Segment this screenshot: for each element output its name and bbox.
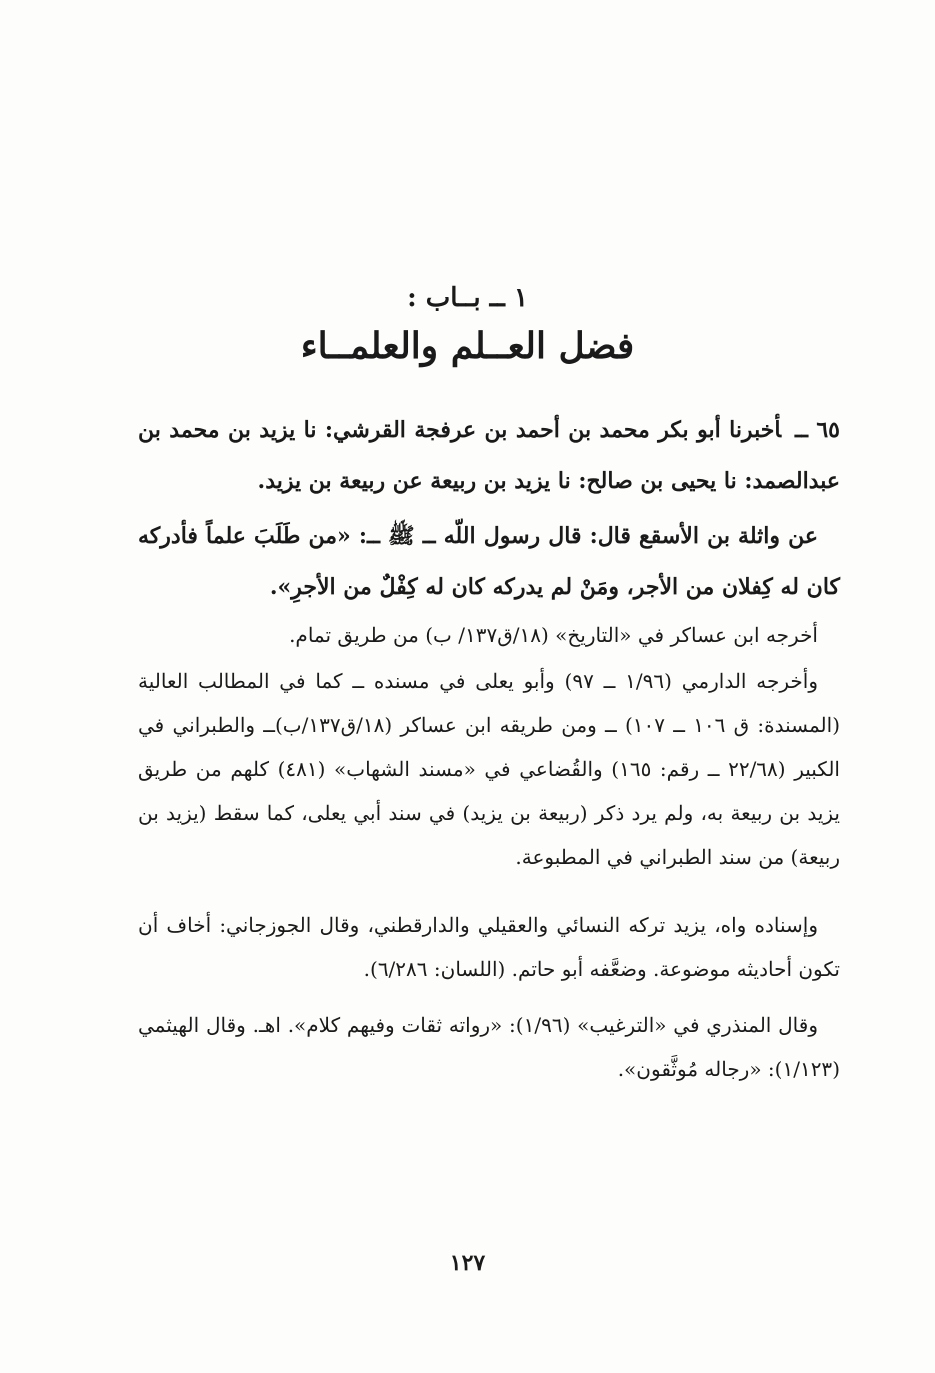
page-body (138, 405, 840, 1091)
page-number: ١٢٧ (449, 1250, 486, 1276)
takhrij-ibn-asakir (138, 613, 840, 657)
chapter-label: ١ ــ بــاب : (407, 283, 528, 313)
chapter-title: فضل العــلم والعلمــاء (300, 325, 635, 367)
isnad-grade: وإسناده واه، يزيد تركه النسائي والعقيلي والدارقطني، وقال الجوزجاني: أخاف أن تكون أحاديثه موضوعة. وضعَّفه أبو حاتم. (اللسان: ٦/٢٨٦). (138, 913, 840, 981)
hadith-isnad-paragraph (138, 405, 840, 507)
mundhiri-haythami: وقال المنذري في «الترغيب» (١/٩٦): «رواته ثقات وفيهم كلام». اهـ. وقال الهيثمي (١/١٢٣): «رجاله مُوثَّقون». (138, 1013, 840, 1081)
takhrij-darimi: وأخرجه الدارمي (١/٩٦ ــ ٩٧) وأبو يعلى في مسنده ــ كما في المطالب العالية (المسندة: ق ١٠٦ ــ ١٠٧) ــ ومن طريقه ابن عساكر (١٨/ق١٣٧/ب)ــ والطبراني في الكبير (٢٢/٦٨ ــ رقم: ١٦٥) والقُضاعي في «مسند الشهاب» (٤٨١) كلهم من طريق يزيد بن ربيعة به، ولم يرد ذكر (ربيعة بن يزيد) في سند أبي يعلى، كما سقط (يزيد بن ربيعة) من سند الطبراني في المطبوعة. (138, 669, 841, 869)
takhrij-ibn-asakir-text: أخرجه ابن عساكر في «التاريخ» (١٨/ق١٣٧/ ب) من طريق تمام. (289, 623, 818, 647)
hadith-matn: عن واثلة بن الأسقع قال: قال رسول اللّه ــ ﷺ ــ: «من طَلَبَ علماً فأدركه كان له كِفلان من الأجر، ومَنْ لم يدركه كان له كِفْلٌ من الأجرِ». (138, 523, 840, 600)
hadith-number: ٦٥ ــ (795, 417, 840, 443)
hadith-isnad: أخبرنا أبو بكر محمد بن أحمد بن عرفجة القرشي: نا يزيد بن محمد بن عبدالصمد: نا يحيى بن صالح: نا يزيد بن ربيعة عن ربيعة بن يزيد. (138, 417, 840, 494)
hadith-matn-paragraph (138, 511, 840, 613)
